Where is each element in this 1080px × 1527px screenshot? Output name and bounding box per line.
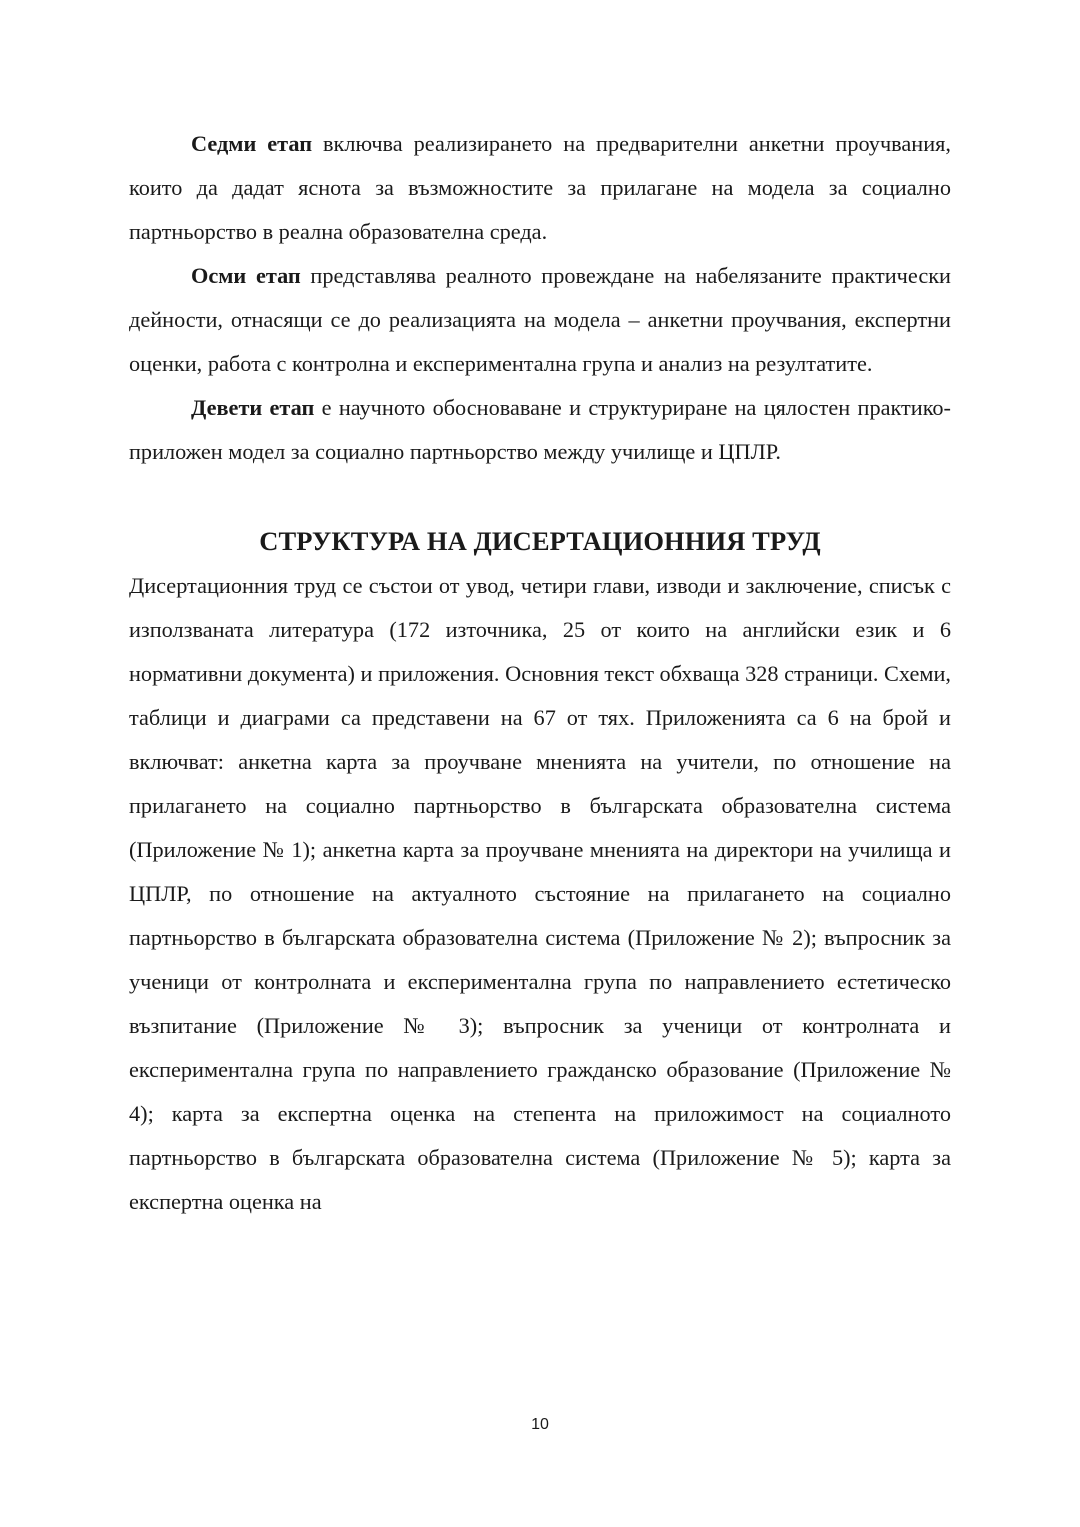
section-heading: СТРУКТУРА НА ДИСЕРТАЦИОННИЯ ТРУД — [259, 526, 821, 556]
paragraph-text: е научното обосноваване и структуриране на цялостен практико-приложен модел за социално партньорство между училище и ЦПЛР. — [129, 395, 951, 464]
section-body: Дисертационния труд се състои от увод, четири глави, изводи и заключение, списък с използваната литература (172 източника, 25 от които на английски език и 6 нормативни документа) и приложения. Основния текст обхваща 328 страници. Схеми, таблици и диаграми са представени на 67 от тях. Приложенията са 6 на брой и включват: анкетна карта за проучване мненията на учители, по отношение на прилагането на социално партньорство в българската образователна система (Приложение № 1); анкетна карта за проучване мненията на директори на училища и ЦПЛР, по отношение на актуалното състояние на прилагането на социално партньорство в българската образователна система (Приложение № 2); въпросник за ученици от контролната и експериментална група по направлението естетическо възпитание (Приложение № 3); въпросник за ученици от контролната и експериментална група по направлението гражданско образование (Приложение № 4); карта за експертна оценка на степента на приложимост на социалното партньорство в българската образователна система (Приложение № 5); карта за експертна оценка на — [129, 573, 951, 1214]
paragraph-lead: Осми етап — [191, 263, 301, 288]
paragraph-lead: Седми етап — [191, 131, 313, 156]
paragraph-stage-seven — [129, 122, 951, 254]
paragraph-text: представлява реалното провеждане на набелязаните практически дейности, отнасящи се до реализацията на модела – анкетни проучвания, експертни оценки, работа с контролна и експериментална група и анализ на резултатите. — [129, 263, 951, 376]
paragraph-stage-eight — [129, 254, 951, 386]
document-page — [129, 122, 951, 1224]
paragraph-stage-nine — [129, 386, 951, 474]
page-number: 10 — [531, 1416, 549, 1433]
paragraph-lead: Девети етап — [191, 395, 315, 420]
paragraph-text: включва реализирането на предварителни анкетни проучвания, които да дадат яснота за възможностите за прилагане на модела за социално партньорство в реална образователна среда. — [129, 131, 951, 244]
